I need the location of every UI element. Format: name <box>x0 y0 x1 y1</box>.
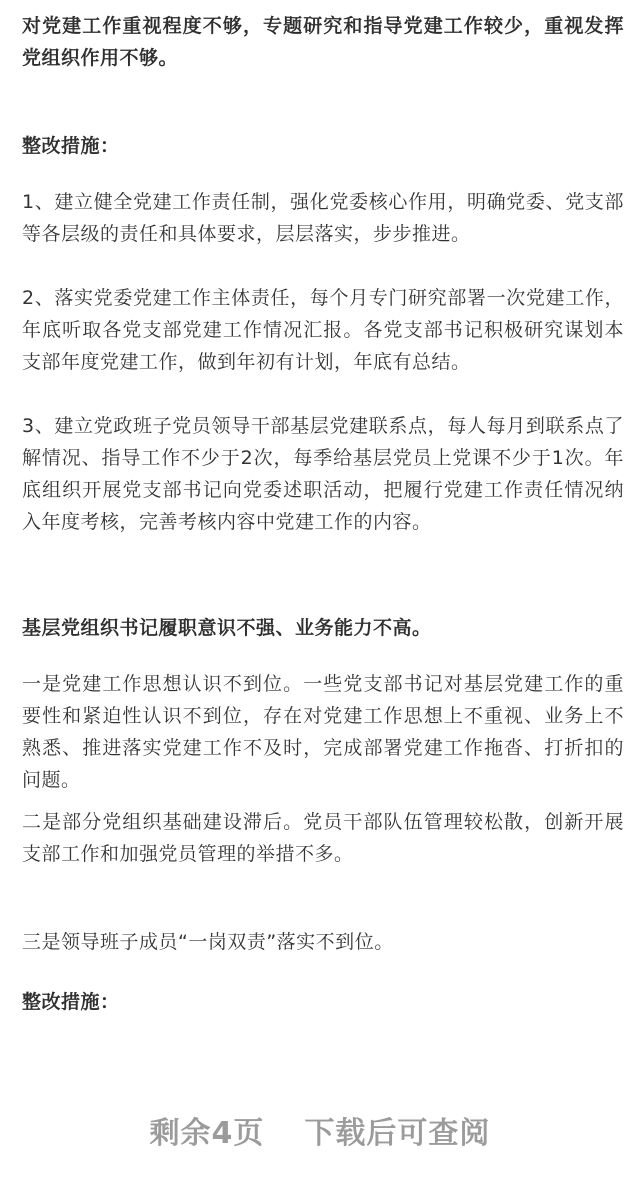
measure-item: 3、建立党政班子党员领导干部基层党建联系点，每人每月到联系点了解情况、指导工作不少于2次，每季给基层党员上党课不少于1次。年底组织开展党支部书记向党委述职活动，把履行党建工作责任情况纳入年度考核，完善考核内容中党建工作的内容。 <box>22 415 624 533</box>
issue-point: 三是领导班子成员“一岗双责”落实不到位。 <box>22 931 394 953</box>
measures-heading: 整改措施： <box>22 991 120 1013</box>
measure-item: 1、建立健全党建工作责任制，强化党委核心作用，明确党委、党支部等各层级的责任和具体要求，层层落实，步步推进。 <box>22 191 624 245</box>
download-hint-label[interactable]: 下载后可查阅 <box>304 1116 491 1151</box>
measures-heading: 整改措施： <box>22 135 120 157</box>
issue-point: 一是党建工作思想认识不到位。一些党支部书记对基层党建工作的重要性和紧迫性认识不到位，存在对党建工作思想上不重视、业务上不熟悉、推进落实党建工作不及时，完成部署党建工作拖沓、打折扣的问题。 <box>22 673 624 791</box>
measure-item: 2、落实党委党建工作主体责任，每个月专门研究部署一次党建工作，年底听取各党支部党建工作情况汇报。各党支部书记积极研究谋划本支部年度党建工作，做到年初有计划，年底有总结。 <box>22 287 624 373</box>
download-prompt[interactable] <box>0 1108 640 1158</box>
remaining-pages-label: 剩余4页 <box>149 1116 265 1151</box>
issue-heading-2: 基层党组织书记履职意识不强、业务能力不高。 <box>22 617 432 639</box>
issue-heading-1: 对党建工作重视程度不够，专题研究和指导党建工作较少，重视发挥党组织作用不够。 <box>22 15 624 69</box>
issue-point: 二是部分党组织基础建设滞后。党员干部队伍管理较松散，创新开展支部工作和加强党员管理的举措不多。 <box>22 811 624 865</box>
